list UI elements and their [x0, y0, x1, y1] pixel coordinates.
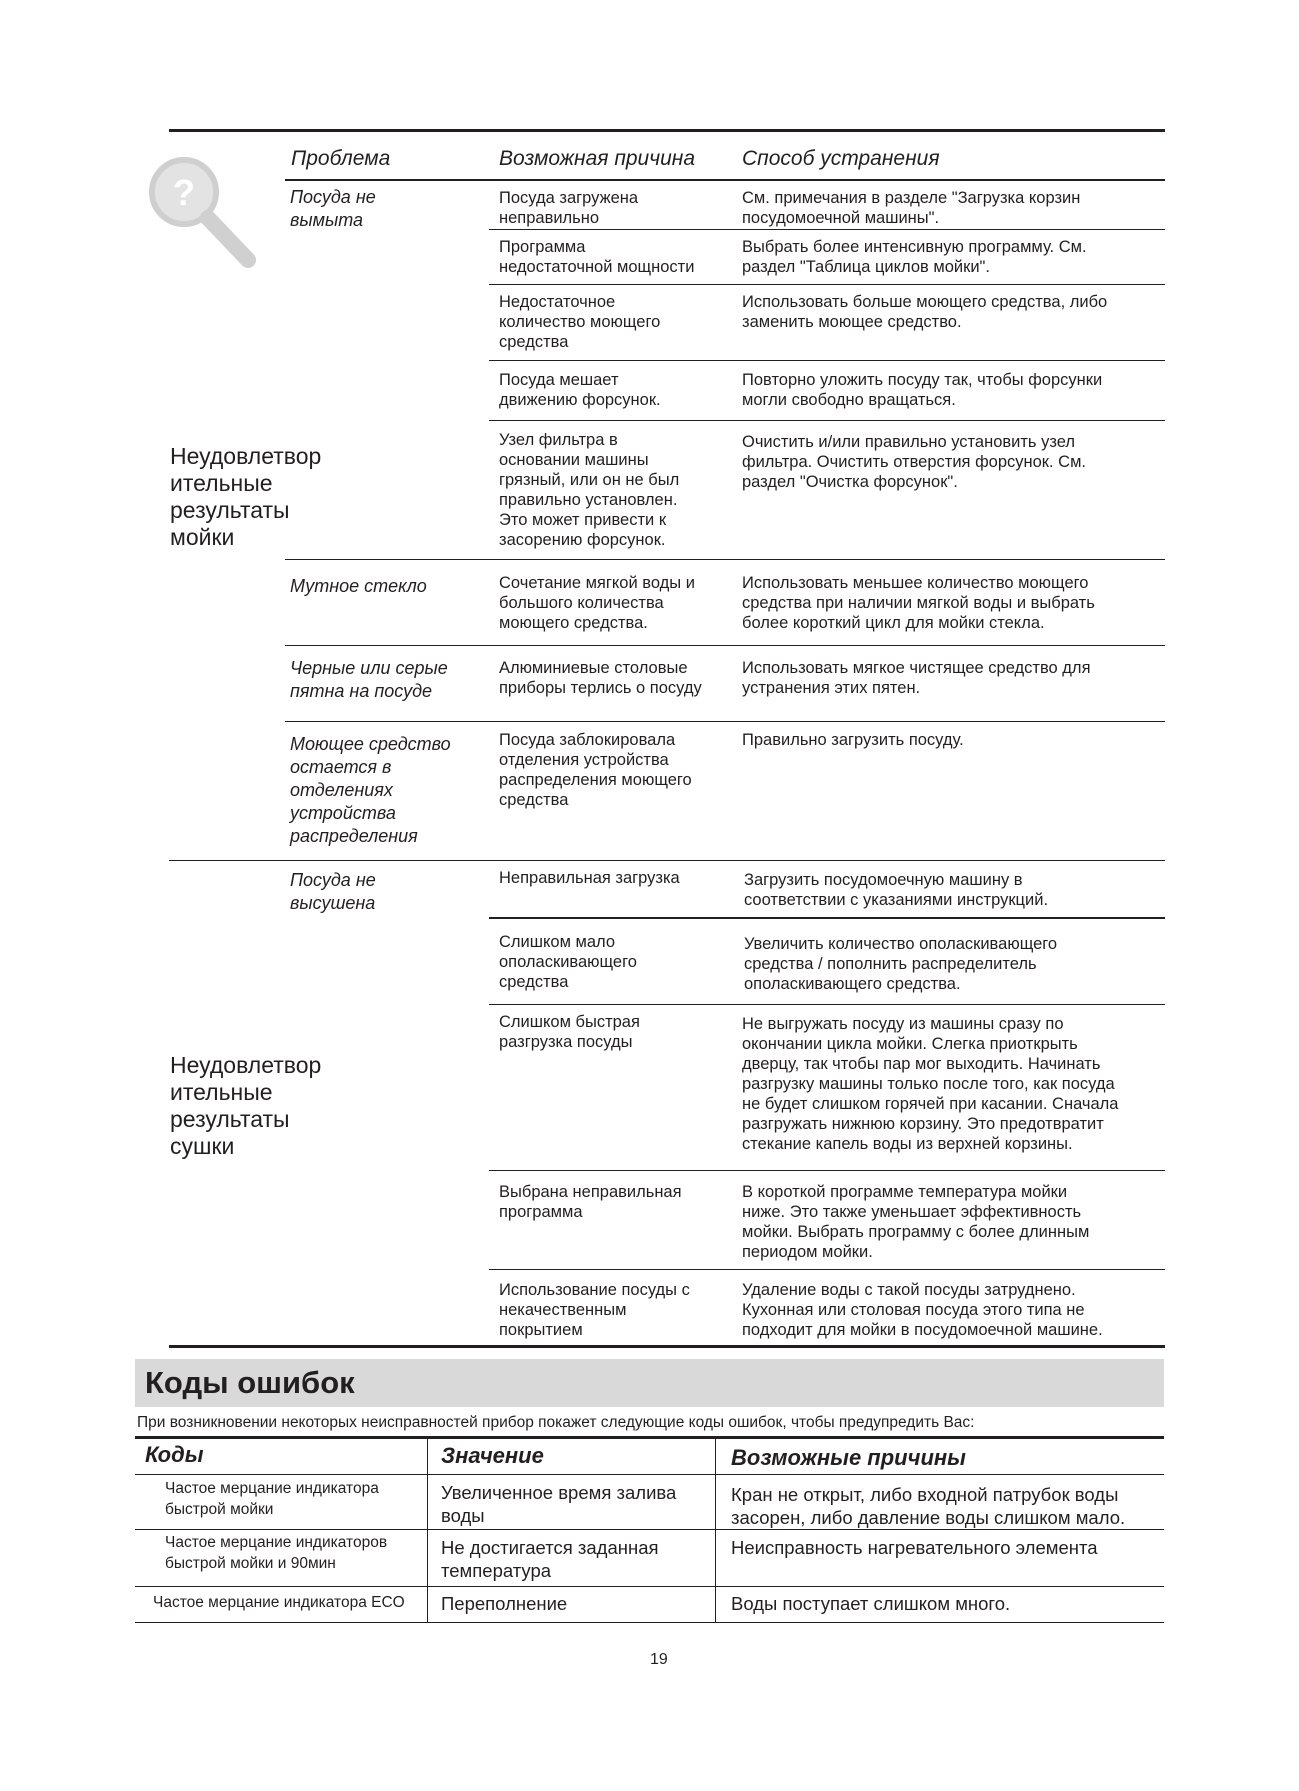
error-cause-cell: Воды поступает слишком много.: [731, 1593, 1011, 1614]
error-code-cell: Частое мерцание индикаторов быстрой мойки и 90мин: [165, 1534, 388, 1572]
problem-detergent-left: Моющее средство остается в отделениях устройства распределения: [290, 734, 451, 846]
problem-not-dried: Посуда не высушена: [290, 870, 376, 913]
error-meaning-cell: Переполнение: [441, 1593, 568, 1614]
remedy-cell: Загрузить посудомоечную машину в соответствии с указаниями инструкций.: [744, 871, 1049, 909]
cause-cell: Посуда загружена неправильно: [499, 189, 639, 227]
cause-cell: Слишком мало ополаскивающего средства: [499, 933, 637, 991]
category-drying: Неудовлетвор ительные результаты сушки: [170, 1052, 322, 1159]
cause-cell: Посуда мешает движению форсунок.: [499, 371, 661, 409]
remedy-cell: Очистить и/или правильно установить узел фильтра. Очистить отверстия форсунок. См. раздел "Очистка форсунок".: [742, 433, 1087, 491]
header-problem: Проблема: [291, 147, 391, 170]
header-causes: Возможные причины: [731, 1445, 966, 1470]
cause-cell: Слишком быстрая разгрузка посуды: [499, 1013, 640, 1051]
cause-cell: Использование посуды с некачественным покрытием: [499, 1281, 690, 1339]
error-code-cell: Частое мерцание индикатора быстрой мойки: [165, 1480, 379, 1518]
remedy-cell: Удаление воды с такой посуды затруднено. Кухонная или столовая посуда этого типа не подходит для мойки в посудомоечной машине.: [742, 1281, 1103, 1339]
cause-cell: Программа недостаточной мощности: [499, 238, 695, 276]
problem-not-washed: Посуда не вымыта: [290, 187, 376, 230]
error-meaning-cell: Не достигается заданная температура: [441, 1537, 659, 1581]
section-title: Коды ошибок: [145, 1365, 355, 1400]
header-remedy: Способ устранения: [742, 147, 940, 170]
remedy-cell: В короткой программе температура мойки ниже. Это также уменьшает эффективность мойки. Выбрать программу с более длинным периодом мойки.: [742, 1183, 1090, 1261]
cause-cell: Посуда заблокировала отделения устройства распределения моющего средства: [499, 731, 692, 809]
cause-cell: Сочетание мягкой воды и большого количества моющего средства.: [499, 574, 695, 632]
error-cause-cell: Кран не открыт, либо входной патрубок воды засорен, либо давление воды слишком мало.: [731, 1484, 1126, 1528]
section-intro: При возникновении некоторых неисправностей прибор покажет следующие коды ошибок, чтобы предупредить Вас:: [137, 1414, 975, 1431]
remedy-cell: Правильно загрузить посуду.: [742, 731, 964, 749]
remedy-cell: Не выгружать посуду из машины сразу по окончании цикла мойки. Слегка приоткрыть дверцу, так чтобы пар мог выходить. Начинать разгрузку машины только после того, как посуда не будет слишком горячей при касании. Сначала разгружать нижнюю корзину. Это предотвратит стекание капель воды из верхней корзины.: [742, 1015, 1119, 1153]
remedy-cell: Использовать мягкое чистящее средство для устранения этих пятен.: [742, 659, 1091, 697]
cause-cell: Узел фильтра в основании машины грязный, или он не был правильно установлен. Это может привести к засорению форсунок.: [499, 431, 680, 549]
header-meaning: Значение: [441, 1443, 544, 1468]
magnifier-question-icon: [140, 148, 260, 273]
category-washing: Неудовлетвор ительные результаты мойки: [170, 443, 322, 550]
cause-cell: Алюминиевые столовые приборы терлись о посуду: [499, 659, 702, 697]
cause-cell: Неправильная загрузка: [499, 869, 680, 887]
error-code-cell: Частое мерцание индикатора ECO: [153, 1594, 405, 1611]
problem-dark-spots: Черные или серые пятна на посуде: [290, 658, 448, 701]
error-cause-cell: Неисправность нагревательного элемента: [731, 1537, 1098, 1558]
remedy-cell: См. примечания в разделе "Загрузка корзин посудомоечной машины".: [742, 189, 1081, 227]
header-cause: Возможная причина: [499, 147, 696, 170]
cause-cell: Недостаточное количество моющего средства: [499, 293, 661, 351]
cause-cell: Выбрана неправильная программа: [499, 1183, 682, 1221]
problem-cloudy-glass: Мутное стекло: [290, 576, 427, 596]
remedy-cell: Выбрать более интенсивную программу. См. раздел "Таблица циклов мойки".: [742, 238, 1087, 276]
remedy-cell: Использовать больше моющего средства, либо заменить моющее средство.: [742, 293, 1108, 331]
remedy-cell: Увеличить количество ополаскивающего средства / пополнить распределитель ополаскивающего средства.: [744, 935, 1058, 993]
remedy-cell: Повторно уложить посуду так, чтобы форсунки могли свободно вращаться.: [742, 371, 1103, 409]
page-number: 19: [650, 1651, 668, 1668]
header-codes: Коды: [145, 1442, 204, 1467]
svg-text:?: ?: [173, 172, 195, 213]
error-meaning-cell: Увеличенное время залива воды: [441, 1482, 677, 1526]
remedy-cell: Использовать меньшее количество моющего средства при наличии мягкой воды и выбрать более короткий цикл для мойки стекла.: [742, 574, 1095, 632]
